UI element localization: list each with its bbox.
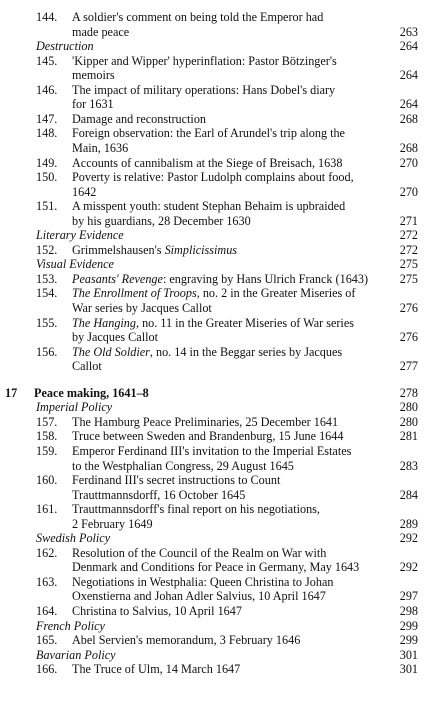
entry-title-text: The Hamburg Peace Preliminaries, 25 December 1641	[72, 414, 339, 429]
entry-title	[36, 648, 116, 663]
entry-number: 147.	[36, 111, 58, 126]
entry-title-text: Swedish Policy	[36, 531, 111, 546]
entry-title-text: made peace	[72, 24, 130, 39]
page-number: 289	[399, 516, 418, 531]
entry-number: 152.	[36, 242, 58, 257]
entry-title	[72, 170, 354, 185]
entry-number: 159.	[36, 443, 58, 458]
page-number: 264	[399, 68, 418, 83]
entry-title	[72, 459, 294, 474]
entry-title	[36, 39, 94, 54]
page-number: 276	[399, 330, 418, 345]
entry-title	[72, 272, 368, 287]
entry-title	[72, 243, 237, 258]
entry-title	[72, 415, 338, 430]
entry-title	[72, 10, 323, 25]
entry-number: 165.	[36, 633, 58, 648]
page-number: 301	[399, 647, 418, 662]
entry-title	[36, 228, 124, 243]
entry-title	[72, 54, 337, 69]
entry-title-text: Ferdinand III's secret instructions to Count	[72, 473, 281, 488]
entry-title	[72, 286, 355, 301]
entry-title-text: Peace making, 1641–8	[34, 385, 149, 400]
page-number: 275	[399, 257, 418, 272]
entry-title	[72, 112, 206, 127]
entry-title-text: Bavarian Policy	[36, 647, 116, 662]
page-number: 292	[399, 560, 418, 575]
entry-title	[72, 662, 240, 677]
entry-title-text: Damage and reconstruction	[72, 111, 207, 126]
page-number: 263	[399, 24, 418, 39]
entry-number: 144.	[36, 10, 58, 24]
entry-title	[72, 83, 335, 98]
entry-title-text: by Jacques Callot	[72, 330, 158, 345]
entry-title-text: Christina to Salvius, 10 April 1647	[72, 604, 242, 618]
entry-title-text: 2 February 1649	[72, 516, 153, 531]
entry-number: 148.	[36, 126, 58, 141]
entry-title-text: The impact of military operations: Hans Dobel's diary	[72, 82, 336, 97]
entry-number: 157.	[36, 414, 58, 429]
entry-title-text: Truce between Sweden and Brandenburg, 15 June 1644	[72, 429, 344, 444]
entry-title-text: for 1631	[72, 97, 114, 112]
entry-number: 17	[5, 385, 18, 400]
entry-title	[72, 199, 345, 214]
page-number: 298	[399, 604, 418, 618]
entry-title-text: Resolution of the Council of the Realm on War with	[72, 545, 327, 560]
entry-number: 163.	[36, 574, 58, 589]
entry-title-text: A misspent youth: student Stephan Behaim is upbraided	[72, 199, 346, 214]
page-number: 275	[399, 271, 418, 286]
entry-title-text: Main, 1636	[72, 140, 129, 155]
entry-title-text: Emperor Ferdinand III's invitation to the Imperial Estates	[72, 443, 352, 458]
page-number: 284	[399, 487, 418, 502]
entry-title-text: Accounts of cannibalism at the Siege of Breisach, 1638	[72, 155, 343, 170]
entry-title-italic: Peasants' Revenge	[72, 271, 163, 286]
entry-number: 166.	[36, 662, 58, 677]
page-number: 270	[399, 184, 418, 199]
entry-number: 146.	[36, 82, 58, 97]
entry-title	[72, 488, 245, 503]
page-number: 272	[399, 228, 418, 243]
entry-number: 158.	[36, 429, 58, 444]
entry-title	[72, 473, 280, 488]
entry-title-text: Abel Servien's memorandum, 3 February 1646	[72, 633, 301, 648]
entry-title	[72, 345, 342, 360]
entry-title-italic: Simplicissimus	[164, 242, 238, 257]
page-number: 272	[399, 242, 418, 257]
entry-title	[72, 185, 96, 200]
entry-number: 145.	[36, 53, 58, 68]
entry-title-text: French Policy	[36, 618, 105, 633]
entry-title-text: , no. 11 in the Greater Miseries of War series	[135, 315, 354, 330]
entry-number: 160.	[36, 473, 58, 488]
entry-title-italic: The Enrollment of Troops	[72, 286, 197, 301]
entry-title-text: Oxenstierna and Johan Adler Salvius, 10 April 1647	[72, 589, 326, 604]
entry-title-text: Visual Evidence	[36, 257, 114, 272]
entry-title	[72, 316, 354, 331]
entry-title-text: , no. 14 in the Beggar series by Jacques	[149, 344, 343, 359]
entry-title	[36, 531, 110, 546]
entry-title-text: Foreign observation: the Earl of Arundel's trip along the	[72, 126, 345, 141]
entry-title	[72, 25, 129, 40]
entry-title	[72, 575, 333, 590]
entry-title	[72, 546, 326, 561]
entry-number: 161.	[36, 502, 58, 517]
entry-title	[72, 502, 320, 517]
entry-title	[72, 359, 102, 374]
entry-title	[72, 604, 242, 619]
entry-title-text: The Truce of Ulm, 14 March 1647	[72, 662, 241, 677]
page-number: 280	[399, 400, 418, 415]
entry-title-text: Imperial Policy	[36, 400, 113, 415]
page-number: 283	[399, 458, 418, 473]
entry-number: 153.	[36, 271, 58, 286]
page-number: 292	[399, 531, 418, 546]
entry-title-text: memoirs	[72, 68, 115, 83]
entry-number: 156.	[36, 344, 58, 359]
page-number: 268	[399, 140, 418, 155]
entry-title	[72, 429, 343, 444]
entry-title-text: Destruction	[36, 39, 94, 54]
entry-title-italic: The Old Soldier	[72, 344, 150, 359]
entry-title	[72, 301, 212, 316]
page-number: 268	[399, 111, 418, 126]
entry-title-text: , no. 2 in the Greater Miseries of	[196, 286, 356, 301]
page-number: 278	[399, 385, 418, 400]
entry-number: 151.	[36, 199, 58, 214]
entry-title	[72, 589, 326, 604]
entry-number: 155.	[36, 315, 58, 330]
entry-title-text: : engraving by Hans Ulrich Franck (1643)	[162, 271, 369, 286]
entry-number: 164.	[36, 604, 58, 618]
entry-title-text: A soldier's comment on being told the Emperor had	[72, 10, 324, 24]
entry-title-text: Callot	[72, 359, 102, 374]
entry-title	[72, 156, 342, 171]
entry-title	[36, 400, 112, 415]
page-number: 299	[399, 633, 418, 648]
entry-title-text: Trauttmannsdorff, 16 October 1645	[72, 487, 246, 502]
page-number: 277	[399, 359, 418, 374]
entry-title-text: Grimmelshausen's	[72, 242, 165, 257]
entry-title	[72, 517, 153, 532]
entry-title-text: Negotiations in Westphalia: Queen Christina to Johan	[72, 574, 334, 589]
page-number: 299	[399, 618, 418, 633]
page-number: 270	[399, 155, 418, 170]
entry-title-text: 1642	[72, 184, 97, 199]
entry-title-text: by his guardians, 28 December 1630	[72, 213, 251, 228]
page-number: 297	[399, 589, 418, 604]
entry-title	[36, 619, 105, 634]
page-number: 276	[399, 301, 418, 315]
entry-title-italic: The Hanging	[72, 315, 136, 330]
entry-title	[72, 214, 251, 229]
entry-number: 150.	[36, 170, 58, 185]
entry-number: 162.	[36, 545, 58, 560]
entry-title	[36, 257, 114, 272]
entry-title	[34, 386, 149, 401]
entry-title	[72, 330, 158, 345]
entry-title-text: Poverty is relative: Pastor Ludolph complains about food,	[72, 170, 354, 185]
entry-title	[72, 68, 115, 83]
page-number: 264	[399, 97, 418, 112]
entry-title-text: Denmark and Conditions for Peace in Germany, May 1643	[72, 560, 360, 575]
entry-title	[72, 141, 128, 156]
page-number: 281	[399, 429, 418, 444]
entry-title	[72, 633, 300, 648]
entry-number: 149.	[36, 155, 58, 170]
entry-title	[72, 126, 345, 141]
page-number: 301	[399, 662, 418, 677]
entry-title-text: to the Westphalian Congress, 29 August 1645	[72, 458, 294, 473]
entry-title	[72, 560, 359, 575]
page-number: 264	[399, 39, 418, 54]
entry-title-text: War series by Jacques Callot	[72, 301, 212, 315]
entry-title-text: 'Kipper and Wipper' hyperinflation: Pastor Bötzinger's	[72, 53, 337, 68]
entry-number: 154.	[36, 286, 58, 301]
entry-title-text: Literary Evidence	[36, 228, 124, 243]
entry-title	[72, 97, 114, 112]
page-number: 271	[399, 213, 418, 228]
entry-title	[72, 444, 351, 459]
page-number: 280	[399, 414, 418, 429]
entry-title-text: Trauttmannsdorff's final report on his negotiations,	[72, 502, 320, 517]
